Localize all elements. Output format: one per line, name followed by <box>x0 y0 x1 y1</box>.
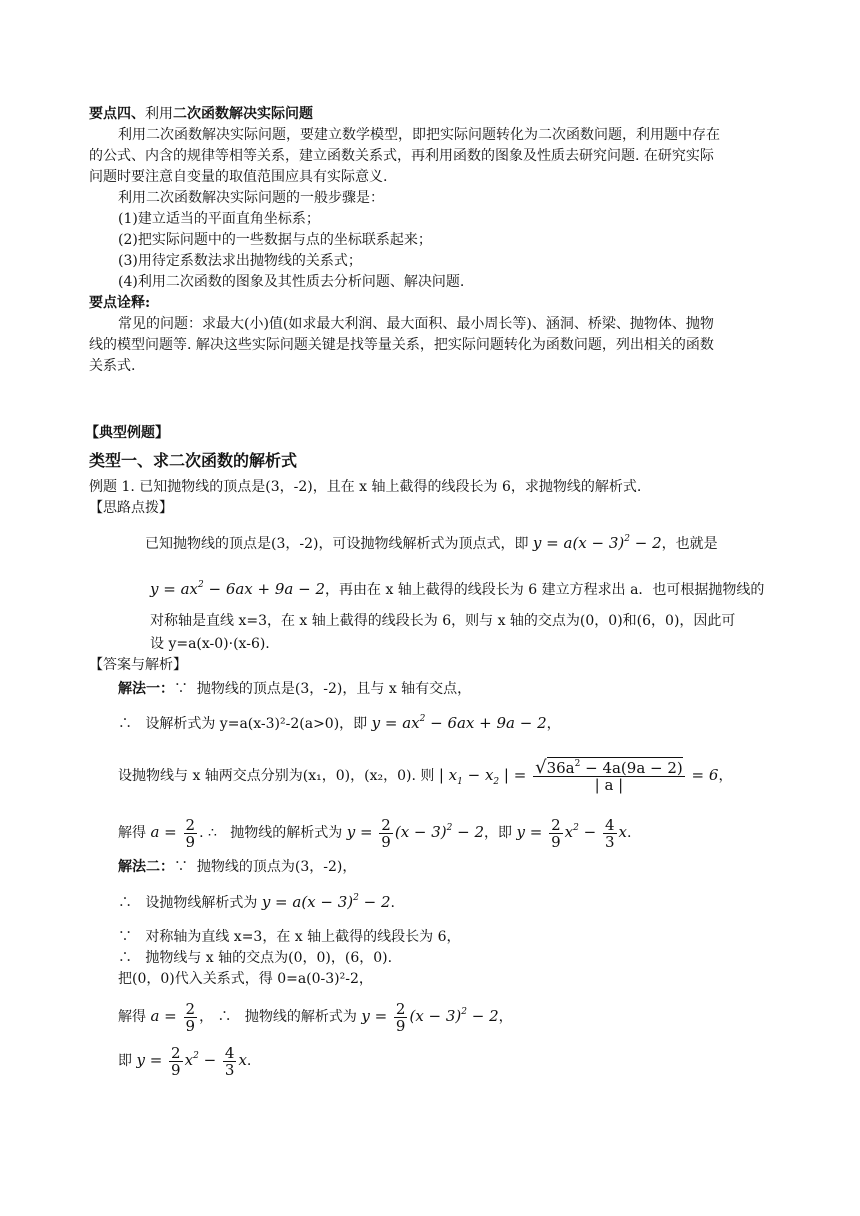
method1-line-2: ∴ 设解析式为 y=a(x-3)²-2(a>0)，即 $y = ax^2 - 6ax + 9a - 2$， <box>118 714 561 732</box>
step-item: (1)建立适当的平面直角坐标系； <box>118 211 320 227</box>
method2-line-7: 即 y = $\frac{2}{9}$ $x^2$ − $\frac{4}{3}$ x. <box>118 1043 252 1079</box>
paragraph-line: 利用二次函数解决实际问题，要建立数学模型，即把实际问题转化为二次函数问题，利用题中存在 <box>118 127 720 143</box>
result-standard-formula: y = $\frac{2}{9}$ $x^2$ − $\frac{4}{3}$ x <box>516 815 627 851</box>
hint-line-1: 已知抛物线的顶点是(3，-2)，可设抛物线解析式为顶点式，即 $y = a(x - 3)^2 - 2$，也就是 <box>145 534 718 552</box>
vertex-form-formula: $y = a(x - 3)^2 - 2$ <box>532 534 662 552</box>
note-title: 要点诠释: <box>89 295 151 311</box>
examples-heading: 【典型例题】 <box>85 425 169 441</box>
step-item: (3)用待定系数法求出抛物线的关系式； <box>118 253 362 269</box>
expanded-formula: $y = ax^2 - 6ax + 9a - 2$ <box>150 580 326 598</box>
method2-line-6: 解得 a = $\frac{2}{9}$ ， ∴ 抛物线的解析式为 y = $\frac{2}{9}$ $(x - 3)^2 - 2$， <box>118 999 513 1035</box>
method1-line-3: 设抛物线与 x 轴两交点分别为(x₁，0)，(x₂，0). 则 | $x_1 - x_2$ | = $\frac{√36a^2 - 4a(9a - 2)}{| a |}$ = 6， <box>118 756 733 794</box>
note-line: 常见的问题：求最大(小)值(如求最大利润、最大面积、最小周长等)、涵洞、桥梁、抛物体、抛物 <box>118 316 714 332</box>
step-item: (2)把实际问题中的一些数据与点的坐标联系起来； <box>118 232 432 248</box>
paragraph-line: 利用二次函数解决实际问题的一般步骤是： <box>118 190 384 206</box>
hint-line-2: $y = ax^2 - 6ax + 9a - 2$，再由在 x 轴上截得的线段长为 6 建立方程求出 a．也可根据抛物线的 <box>150 580 765 598</box>
step-item: (4)利用二次函数的图象及其性质去分析问题、解决问题. <box>118 274 465 290</box>
note-line: 关系式. <box>89 358 136 374</box>
expanded-formula: $y = ax^2 - 6ax + 9a - 2$ <box>371 714 547 732</box>
example-question: 例题 1. 已知抛物线的顶点是(3，-2)，且在 x 轴上截得的线段长为 6，求抛物线的解析式. <box>89 479 642 495</box>
type-heading: 类型一、求二次函数的解析式 <box>89 451 298 470</box>
method2-line-5: 把(0，0)代入关系式，得 0=a(0-3)²-2， <box>118 971 373 987</box>
result-vertex-formula: y = $\frac{2}{9}$ $(x - 3)^2 - 2$ <box>346 815 485 851</box>
result-standard-formula: y = $\frac{2}{9}$ $x^2$ − $\frac{4}{3}$ x <box>136 1043 247 1079</box>
result-vertex-formula: y = $\frac{2}{9}$ $(x - 3)^2 - 2$ <box>361 999 499 1035</box>
note-line: 线的模型问题等. 解决这些实际问题关键是找等量关系，把实际问题转化为函数问题，列出相关的函数 <box>89 337 714 353</box>
root-distance-formula: | $x_1 - x_2$ | = $\frac{√36a^2 - 4a(9a - 2)}{| a |}$ = 6 <box>438 756 719 794</box>
a-value-formula: a = $\frac{2}{9}$ <box>150 999 196 1035</box>
vertex-form-formula: $y = a(x - 3)^2 - 2$ <box>261 893 391 911</box>
method2-line-1: 解法二：∵ 抛物线的顶点为(3，-2)， <box>118 859 357 875</box>
section-title: 要点四、利用二次函数解决实际问题 <box>89 106 313 122</box>
method1-line-4: 解得 a = $\frac{2}{9}$ . ∴ 抛物线的解析式为 y = $\frac{2}{9}$ $(x - 3)^2 - 2$，即 y = $\frac{2}{9}$ $x^2$ − $\frac{4}{3}$ x. <box>118 815 632 851</box>
hint-line-3: 对称轴是直线 x=3，在 x 轴上截得的线段长为 6，则与 x 轴的交点为(0，0)和(6，0)，因此可 <box>150 613 736 629</box>
answer-title: 【答案与解析】 <box>89 657 187 673</box>
paragraph-line: 问题时要注意自变量的取值范围应具有实际意义. <box>89 169 388 185</box>
paragraph-line: 的公式、内含的规律等相等关系，建立函数关系式，再利用函数的图象及性质去研究问题. 在研究实际 <box>89 148 714 164</box>
hint-line-4: 设 y=a(x-0)·(x-6). <box>150 636 270 652</box>
method2-line-2: ∴ 设抛物线解析式为 $y = a(x - 3)^2 - 2$. <box>118 893 395 911</box>
hint-title: 【思路点拨】 <box>89 500 173 516</box>
method1-line-1: 解法一：∵ 抛物线的顶点是(3，-2)，且与 x 轴有交点， <box>118 681 472 697</box>
method2-line-4: ∴ 抛物线与 x 轴的交点为(0，0)，(6，0). <box>118 950 393 966</box>
method2-line-3: ∵ 对称轴为直线 x=3，在 x 轴上截得的线段长为 6， <box>118 929 461 945</box>
a-value-formula: a = $\frac{2}{9}$ <box>150 815 196 851</box>
